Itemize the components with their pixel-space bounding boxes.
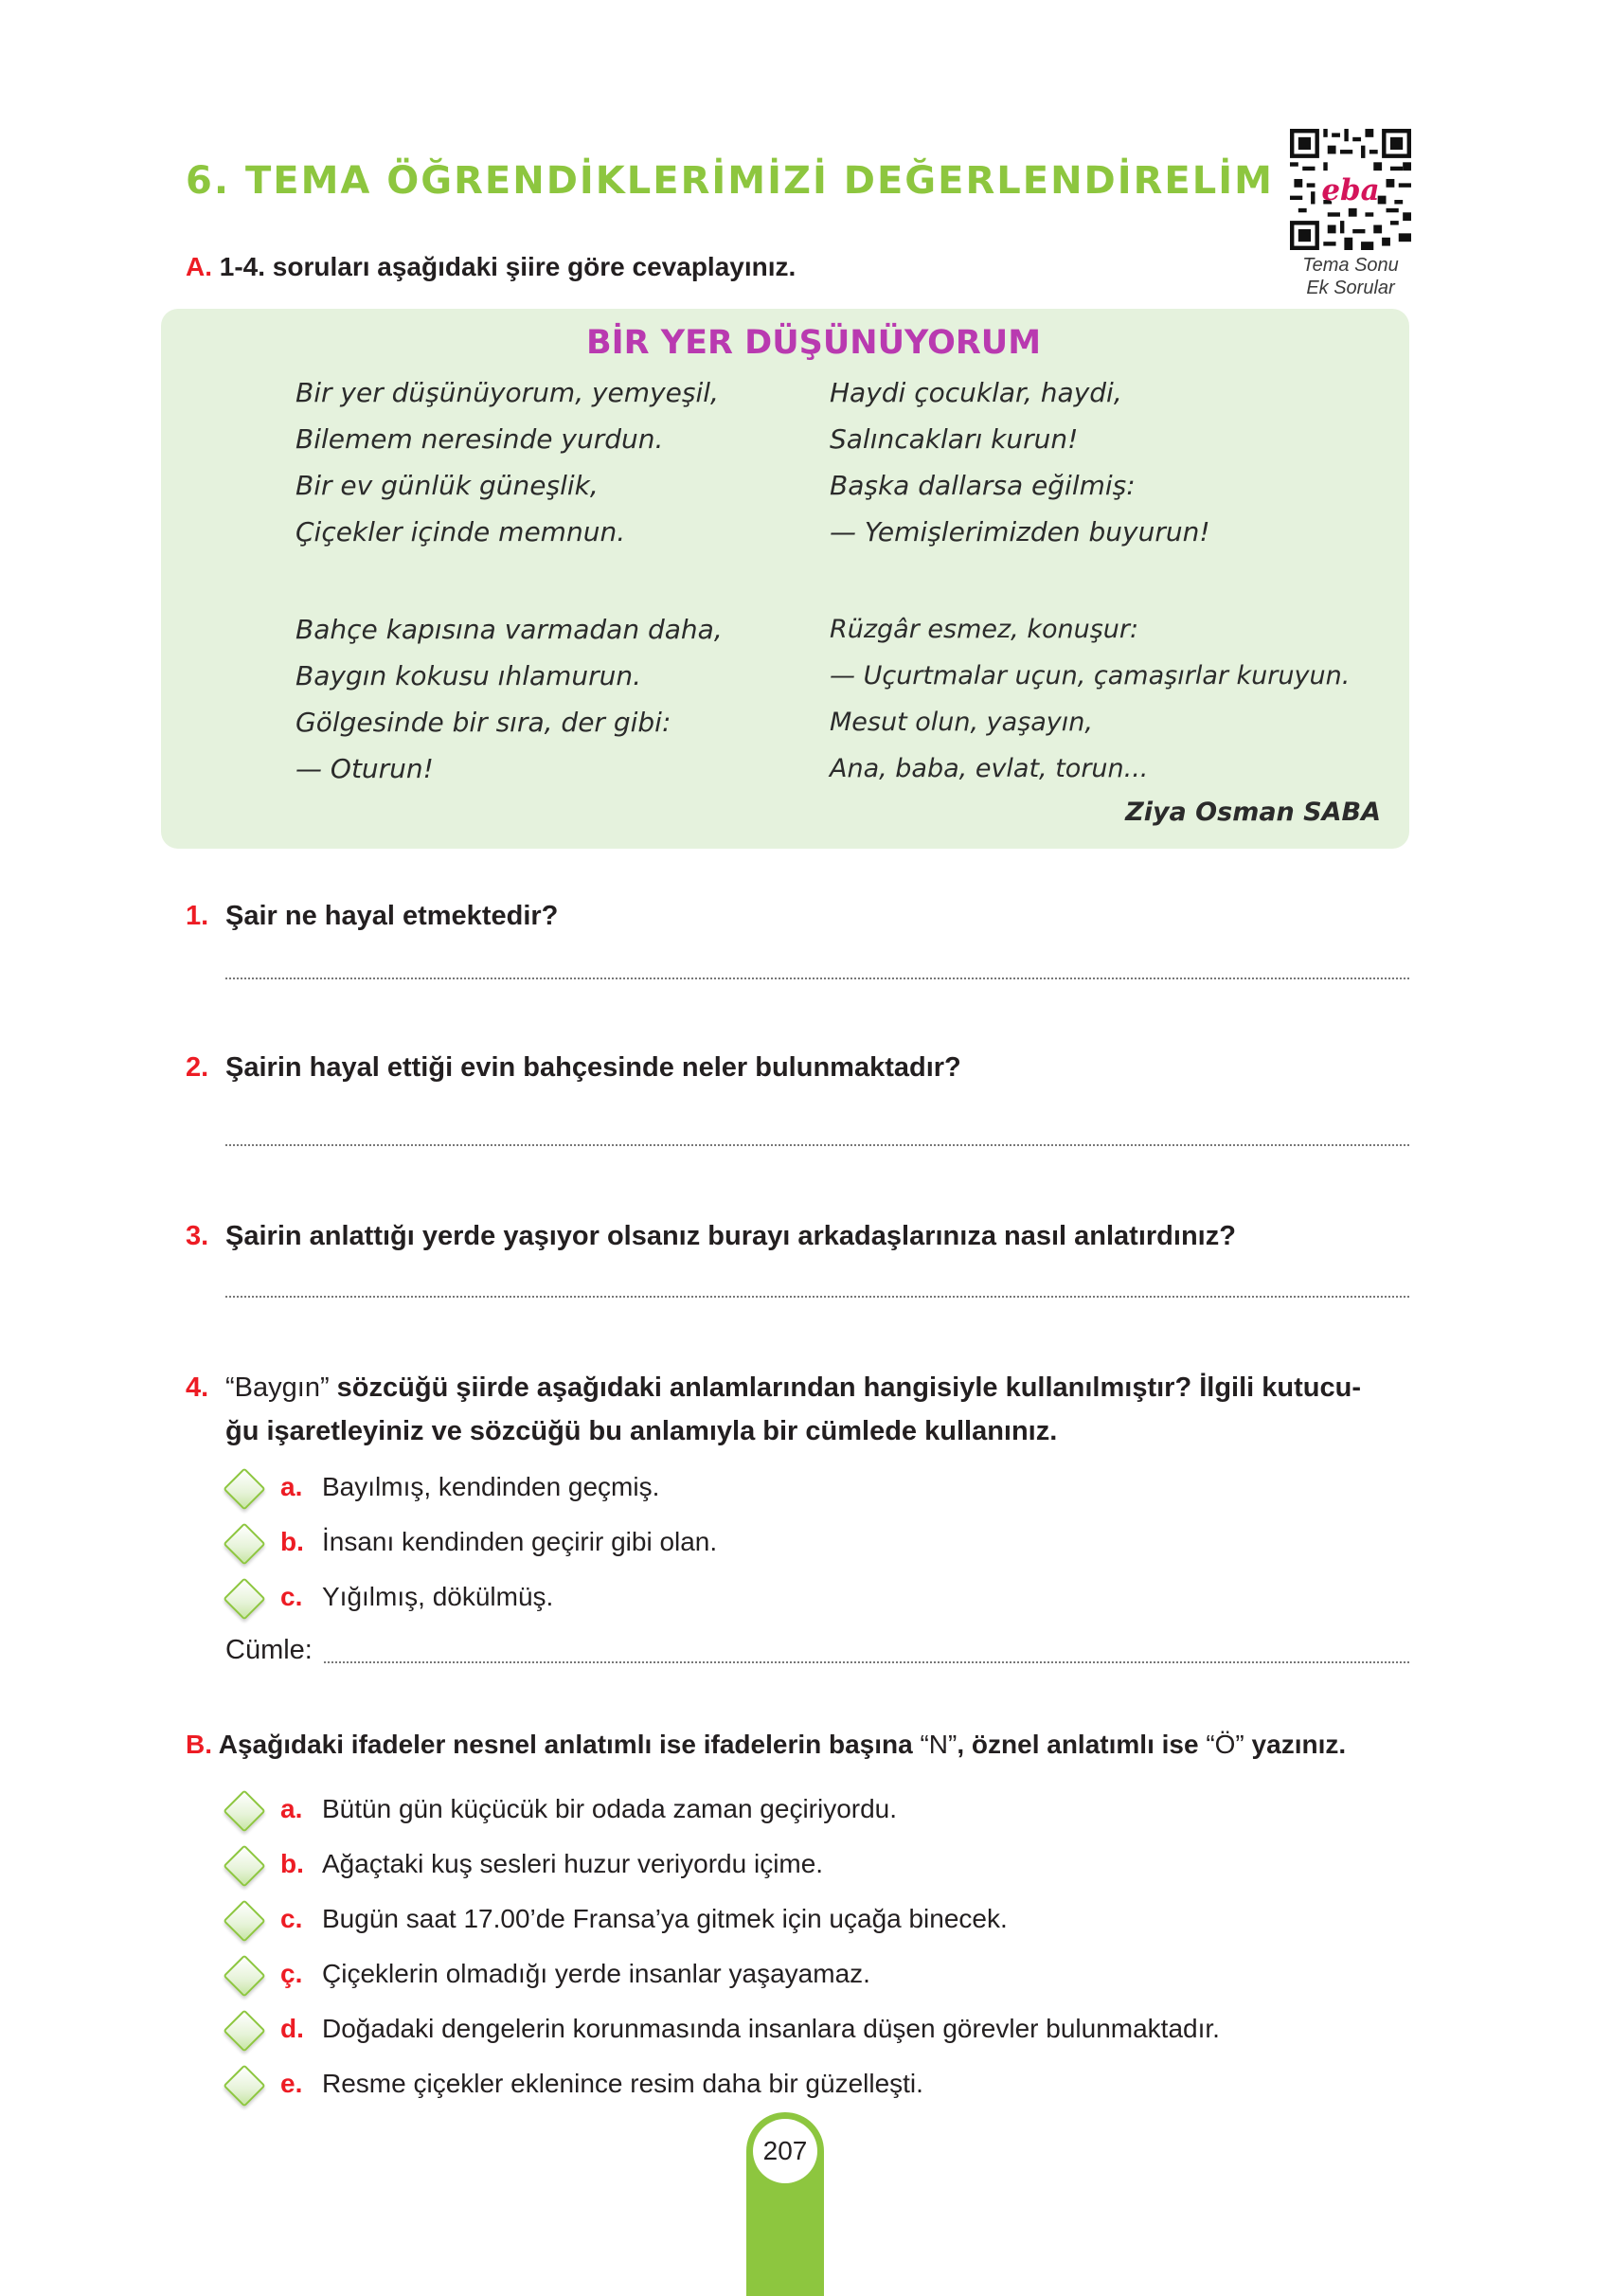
poem-stanza-4 — [830, 606, 1350, 792]
option-letter: c. — [280, 1582, 303, 1611]
qr-caption — [1269, 254, 1432, 299]
qr-code-icon[interactable] — [1290, 129, 1411, 250]
poem-stanza-1 — [295, 369, 719, 555]
poem-line: Bir ev günlük güneşlik, — [295, 470, 599, 501]
poem-line: Mesut olun, yaşayın, — [830, 708, 1093, 737]
item-letter: c. — [280, 1904, 303, 1933]
question-3 — [186, 1214, 1236, 1258]
poem-line: Salıncakları kurun! — [830, 423, 1079, 455]
option-text: Yığılmış, dökülmüş. — [322, 1582, 554, 1611]
question-text — [225, 1366, 1414, 1453]
question-number: 2. — [186, 1052, 209, 1083]
poem-line: — Uçurtmalar uçun, çamaşırlar kuruyun. — [830, 661, 1351, 691]
item-text: Bütün gün küçücük bir odada zaman geçiriyordu. — [322, 1794, 898, 1823]
poem-line: Haydi çocuklar, haydi, — [830, 377, 1122, 408]
item-letter: e. — [280, 2069, 303, 2098]
question-text: Şairin anlattığı yerde yaşıyor olsanız burayı arkadaşlarınıza nasıl anlatırdınız? — [225, 1221, 1236, 1251]
checkbox-diamond-icon[interactable] — [223, 1522, 265, 1565]
theme-title: 6. TEMA ÖĞRENDİKLERİMİZİ DEĞERLENDİRELİM — [186, 159, 1274, 203]
question-4 — [186, 1366, 1414, 1453]
poem-line: Bir yer düşünüyorum, yemyeşil, — [295, 377, 719, 408]
sentence-answer-line[interactable] — [324, 1661, 1409, 1663]
poem-line: — Oturun! — [295, 753, 434, 784]
section-b-text-2: , öznel anlatımlı ise — [957, 1730, 1207, 1759]
item-letter: a. — [280, 1794, 303, 1823]
question-1 — [186, 894, 558, 938]
checkbox-diamond-icon[interactable] — [223, 2064, 265, 2107]
page-number: 207 — [753, 2119, 817, 2183]
item-letter: b. — [280, 1849, 304, 1878]
qr-caption-line1: Tema Sonu — [1302, 255, 1399, 276]
poem-line: — Yemişlerimizden buyurun! — [830, 516, 1210, 547]
poem-line: Bilemem neresinde yurdun. — [295, 423, 664, 455]
poem-title: BİR YER DÜŞÜNÜYORUM — [585, 324, 1042, 362]
answer-line-2[interactable] — [225, 1144, 1409, 1146]
question-number: 3. — [186, 1221, 209, 1251]
poem-line: Bahçe kapısına varmadan daha, — [295, 614, 723, 645]
poem-author: Ziya Osman SABA — [1125, 798, 1381, 827]
item-letter: d. — [280, 2014, 304, 2043]
section-b-quote-n: “N” — [920, 1730, 958, 1759]
option-letter: a. — [280, 1472, 303, 1501]
poem-stanza-2 — [830, 369, 1210, 555]
checkbox-diamond-icon[interactable] — [223, 2009, 265, 2052]
answer-line-1[interactable] — [225, 978, 1409, 979]
section-b-text-1: Aşağıdaki ifadeler nesnel anlatımlı ise ifadelerin başına — [218, 1730, 921, 1759]
section-b-quote-o: “Ö” — [1206, 1730, 1244, 1759]
item-text: Ağaçtaki kuş sesleri huzur veriyordu içime. — [322, 1849, 824, 1878]
checkbox-diamond-icon[interactable] — [223, 1954, 265, 1997]
question-text: Şairin hayal ettiği evin bahçesinde neler bulunmaktadır? — [225, 1052, 961, 1083]
poem-line: Rüzgâr esmez, konuşur: — [830, 615, 1139, 644]
option-text: Bayılmış, kendinden geçmiş. — [322, 1472, 660, 1501]
item-text: Doğadaki dengelerin korunmasında insanlara düşen görevler bulunmaktadır. — [322, 2014, 1220, 2043]
question-text-line1: sözcüğü şiirde aşağıdaki anlamlarından hangisiyle kullanılmıştır? İlgili kutucu- — [329, 1372, 1361, 1403]
poem-line: Baygın kokusu ıhlamurun. — [295, 660, 642, 691]
item-text: Çiçeklerin olmadığı yerde insanlar yaşayamaz. — [322, 1959, 870, 1988]
eba-logo: eba — [1321, 173, 1380, 208]
poem-stanza-3 — [295, 606, 723, 792]
section-b-text-3: yazınız. — [1244, 1730, 1347, 1759]
checkbox-diamond-icon[interactable] — [223, 1577, 265, 1620]
question-number: 4. — [186, 1372, 209, 1403]
checkbox-diamond-icon[interactable] — [223, 1899, 265, 1942]
section-b-letter: B. — [186, 1730, 212, 1759]
poem-line: Başka dallarsa eğilmiş: — [830, 470, 1136, 501]
question-number: 1. — [186, 901, 209, 931]
section-a-heading — [186, 252, 796, 282]
item-text: Resme çiçekler eklenince resim daha bir güzelleşti. — [322, 2069, 923, 2098]
question-2 — [186, 1046, 961, 1089]
item-letter: ç. — [280, 1959, 303, 1988]
poem-line: Gölgesinde bir sıra, der gibi: — [295, 707, 671, 738]
poem-line: Çiçekler içinde memnun. — [295, 516, 626, 547]
question-quote: “Baygın” — [225, 1372, 330, 1403]
section-b-heading — [186, 1730, 1346, 1760]
checkbox-diamond-icon[interactable] — [223, 1844, 265, 1887]
question-text-line2: ğu işaretleyiniz ve sözcüğü bu anlamıyla bir cümlede kullanınız. — [225, 1416, 1058, 1446]
option-text: İnsanı kendinden geçirir gibi olan. — [322, 1527, 718, 1556]
sentence-label: Cümle: — [225, 1635, 313, 1665]
item-text: Bugün saat 17.00’de Fransa’ya gitmek için uçağa binecek. — [322, 1904, 1008, 1933]
question-text: Şair ne hayal etmektedir? — [225, 901, 559, 931]
checkbox-diamond-icon[interactable] — [223, 1467, 265, 1510]
poem-line: Ana, baba, evlat, torun... — [830, 754, 1149, 783]
section-a-instruction: 1-4. soruları aşağıdaki şiire göre cevaplayınız. — [219, 252, 797, 281]
checkbox-diamond-icon[interactable] — [223, 1789, 265, 1832]
qr-caption-line2: Ek Sorular — [1306, 278, 1395, 298]
option-letter: b. — [280, 1527, 304, 1556]
section-a-letter: A. — [186, 252, 212, 281]
answer-line-3[interactable] — [225, 1296, 1409, 1298]
